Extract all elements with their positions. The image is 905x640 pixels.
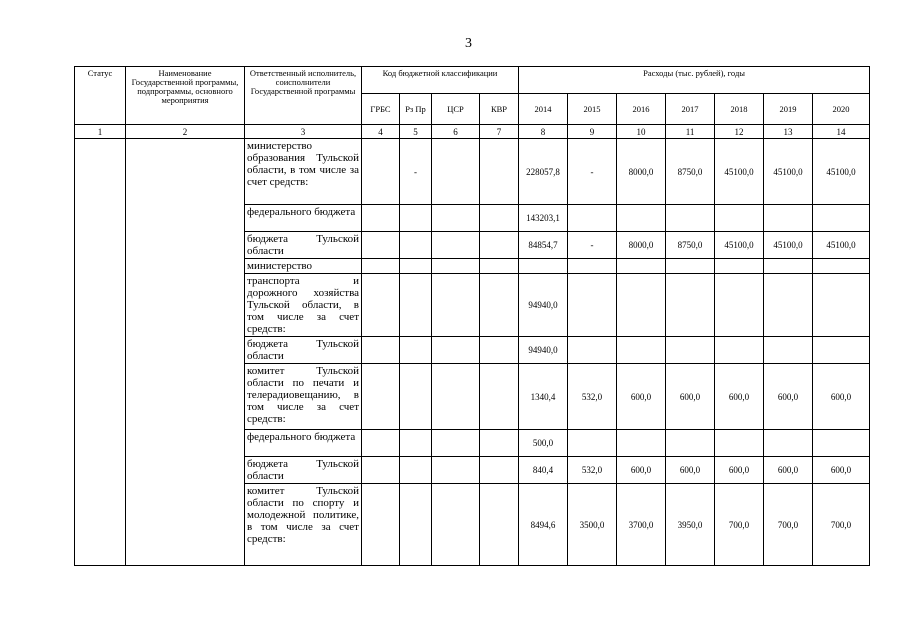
expense-cell-2020 [813, 205, 870, 232]
expense-cell-2019: 45100,0 [764, 232, 813, 259]
expense-cell-2020 [813, 274, 870, 337]
column-number: 4 [362, 125, 400, 139]
expense-cell-2014: 500,0 [519, 430, 568, 457]
expense-cell-2015 [568, 205, 617, 232]
header-executor: Ответственный исполнитель, соисполнители Государственной программы [245, 67, 362, 125]
grbs-cell [362, 430, 400, 457]
column-number: 14 [813, 125, 870, 139]
kvr-cell [480, 484, 519, 566]
csr-cell [432, 484, 480, 566]
expense-cell-2018 [715, 337, 764, 364]
header-year-2019: 2019 [764, 94, 813, 125]
expense-cell-2015: - [568, 139, 617, 205]
rzpr-cell [400, 259, 432, 274]
column-number: 8 [519, 125, 568, 139]
kvr-cell [480, 232, 519, 259]
expense-cell-2019 [764, 337, 813, 364]
rzpr-cell [400, 337, 432, 364]
expense-cell-2015 [568, 430, 617, 457]
csr-cell [432, 457, 480, 484]
expense-cell-2015: - [568, 232, 617, 259]
expense-cell-2019: 600,0 [764, 457, 813, 484]
column-number: 10 [617, 125, 666, 139]
executor-cell: бюджета Тульской области [245, 337, 362, 364]
expense-cell-2016 [617, 337, 666, 364]
executor-cell: министерство [245, 259, 362, 274]
header-budget-code: Код бюджетной классификации [362, 67, 519, 94]
expense-cell-2017: 8750,0 [666, 139, 715, 205]
expense-cell-2020 [813, 259, 870, 274]
rzpr-cell: - [400, 139, 432, 205]
expense-cell-2016 [617, 274, 666, 337]
expense-cell-2018: 600,0 [715, 457, 764, 484]
csr-cell [432, 337, 480, 364]
expense-cell-2014: 84854,7 [519, 232, 568, 259]
expense-cell-2018 [715, 205, 764, 232]
grbs-cell [362, 484, 400, 566]
expense-cell-2018: 45100,0 [715, 139, 764, 205]
executor-cell: министерство образования Тульской области, в том числе за счет средств: [245, 139, 362, 205]
expense-cell-2014: 1340,4 [519, 364, 568, 430]
executor-cell: федерального бюджета [245, 205, 362, 232]
expense-cell-2019 [764, 205, 813, 232]
expense-cell-2015 [568, 259, 617, 274]
kvr-cell [480, 457, 519, 484]
executor-cell: транспорта и дорожного хозяйства Тульской области, в том числе за счет средств: [245, 274, 362, 337]
header-code-2: Рз Пр [400, 94, 432, 125]
budget-table [74, 66, 870, 566]
executor-cell: федерального бюджета [245, 430, 362, 457]
expense-cell-2020: 700,0 [813, 484, 870, 566]
expense-cell-2017: 8750,0 [666, 232, 715, 259]
expense-cell-2020: 600,0 [813, 364, 870, 430]
expense-cell-2014 [519, 259, 568, 274]
expense-cell-2017: 3950,0 [666, 484, 715, 566]
expense-cell-2016: 600,0 [617, 364, 666, 430]
expense-cell-2020 [813, 337, 870, 364]
column-number: 11 [666, 125, 715, 139]
grbs-cell [362, 139, 400, 205]
grbs-cell [362, 205, 400, 232]
csr-cell [432, 232, 480, 259]
expense-cell-2019: 700,0 [764, 484, 813, 566]
expense-cell-2014: 94940,0 [519, 274, 568, 337]
kvr-cell [480, 337, 519, 364]
grbs-cell [362, 232, 400, 259]
expense-cell-2016 [617, 259, 666, 274]
expense-cell-2016: 8000,0 [617, 139, 666, 205]
expense-cell-2014: 840,4 [519, 457, 568, 484]
column-number: 5 [400, 125, 432, 139]
expense-cell-2017: 600,0 [666, 457, 715, 484]
executor-cell: бюджета Тульской области [245, 457, 362, 484]
column-number: 1 [75, 125, 126, 139]
expense-cell-2018: 700,0 [715, 484, 764, 566]
expense-cell-2020: 45100,0 [813, 232, 870, 259]
column-number-row [75, 125, 870, 139]
grbs-cell [362, 364, 400, 430]
expense-cell-2016: 600,0 [617, 457, 666, 484]
kvr-cell [480, 139, 519, 205]
header-status: Статус [75, 67, 126, 125]
header-code-1: ГРБС [362, 94, 400, 125]
expense-cell-2015: 532,0 [568, 364, 617, 430]
expense-cell-2014: 228057,8 [519, 139, 568, 205]
expense-cell-2020 [813, 430, 870, 457]
csr-cell [432, 139, 480, 205]
header-year-2020: 2020 [813, 94, 870, 125]
column-number: 2 [126, 125, 245, 139]
expense-cell-2020: 45100,0 [813, 139, 870, 205]
expense-cell-2018 [715, 430, 764, 457]
csr-cell [432, 259, 480, 274]
executor-cell: бюджета Тульской области [245, 232, 362, 259]
column-number: 12 [715, 125, 764, 139]
expense-cell-2014: 8494,6 [519, 484, 568, 566]
header-year-2018: 2018 [715, 94, 764, 125]
expense-cell-2015: 532,0 [568, 457, 617, 484]
header-year-2017: 2017 [666, 94, 715, 125]
rzpr-cell [400, 364, 432, 430]
expense-cell-2019 [764, 274, 813, 337]
expense-cell-2014: 143203,1 [519, 205, 568, 232]
csr-cell [432, 274, 480, 337]
header-expenses: Расходы (тыс. рублей), годы [519, 67, 870, 94]
expense-cell-2017 [666, 430, 715, 457]
grbs-cell [362, 274, 400, 337]
rzpr-cell [400, 457, 432, 484]
header-name: Наименование Государственной программы, подпрограммы, основного мероприятия [126, 67, 245, 125]
grbs-cell [362, 259, 400, 274]
expense-cell-2015 [568, 337, 617, 364]
kvr-cell [480, 364, 519, 430]
table-row [75, 139, 870, 205]
header-code-3: ЦСР [432, 94, 480, 125]
column-number: 7 [480, 125, 519, 139]
rzpr-cell [400, 484, 432, 566]
header-code-4: КВР [480, 94, 519, 125]
expense-cell-2019: 600,0 [764, 364, 813, 430]
grbs-cell [362, 457, 400, 484]
expense-cell-2015 [568, 274, 617, 337]
kvr-cell [480, 259, 519, 274]
rzpr-cell [400, 430, 432, 457]
header-year-2015: 2015 [568, 94, 617, 125]
expense-cell-2019 [764, 430, 813, 457]
expense-cell-2017 [666, 259, 715, 274]
csr-cell [432, 364, 480, 430]
expense-cell-2018 [715, 274, 764, 337]
kvr-cell [480, 274, 519, 337]
column-number: 6 [432, 125, 480, 139]
expense-cell-2016: 8000,0 [617, 232, 666, 259]
expense-cell-2016 [617, 430, 666, 457]
expense-cell-2017 [666, 337, 715, 364]
csr-cell [432, 430, 480, 457]
expense-cell-2017: 600,0 [666, 364, 715, 430]
rzpr-cell [400, 274, 432, 337]
column-number: 13 [764, 125, 813, 139]
page-number: 3 [465, 36, 472, 51]
header-year-2016: 2016 [617, 94, 666, 125]
expense-cell-2016: 3700,0 [617, 484, 666, 566]
kvr-cell [480, 205, 519, 232]
csr-cell [432, 205, 480, 232]
expense-cell-2019: 45100,0 [764, 139, 813, 205]
kvr-cell [480, 430, 519, 457]
expense-cell-2016 [617, 205, 666, 232]
status-cell [75, 139, 126, 566]
executor-cell: комитет Тульской области по печати и телерадиовещанию, в том числе за счет средств: [245, 364, 362, 430]
program-name-cell [126, 139, 245, 566]
expense-cell-2020: 600,0 [813, 457, 870, 484]
column-number: 3 [245, 125, 362, 139]
expense-cell-2017 [666, 274, 715, 337]
rzpr-cell [400, 205, 432, 232]
expense-cell-2019 [764, 259, 813, 274]
expense-cell-2018: 600,0 [715, 364, 764, 430]
header-year-2014: 2014 [519, 94, 568, 125]
rzpr-cell [400, 232, 432, 259]
column-number: 9 [568, 125, 617, 139]
expense-cell-2014: 94940,0 [519, 337, 568, 364]
expense-cell-2018: 45100,0 [715, 232, 764, 259]
executor-cell: комитет Тульской области по спорту и молодежной политике, в том числе за счет средств: [245, 484, 362, 566]
expense-cell-2015: 3500,0 [568, 484, 617, 566]
expense-cell-2018 [715, 259, 764, 274]
grbs-cell [362, 337, 400, 364]
expense-cell-2017 [666, 205, 715, 232]
